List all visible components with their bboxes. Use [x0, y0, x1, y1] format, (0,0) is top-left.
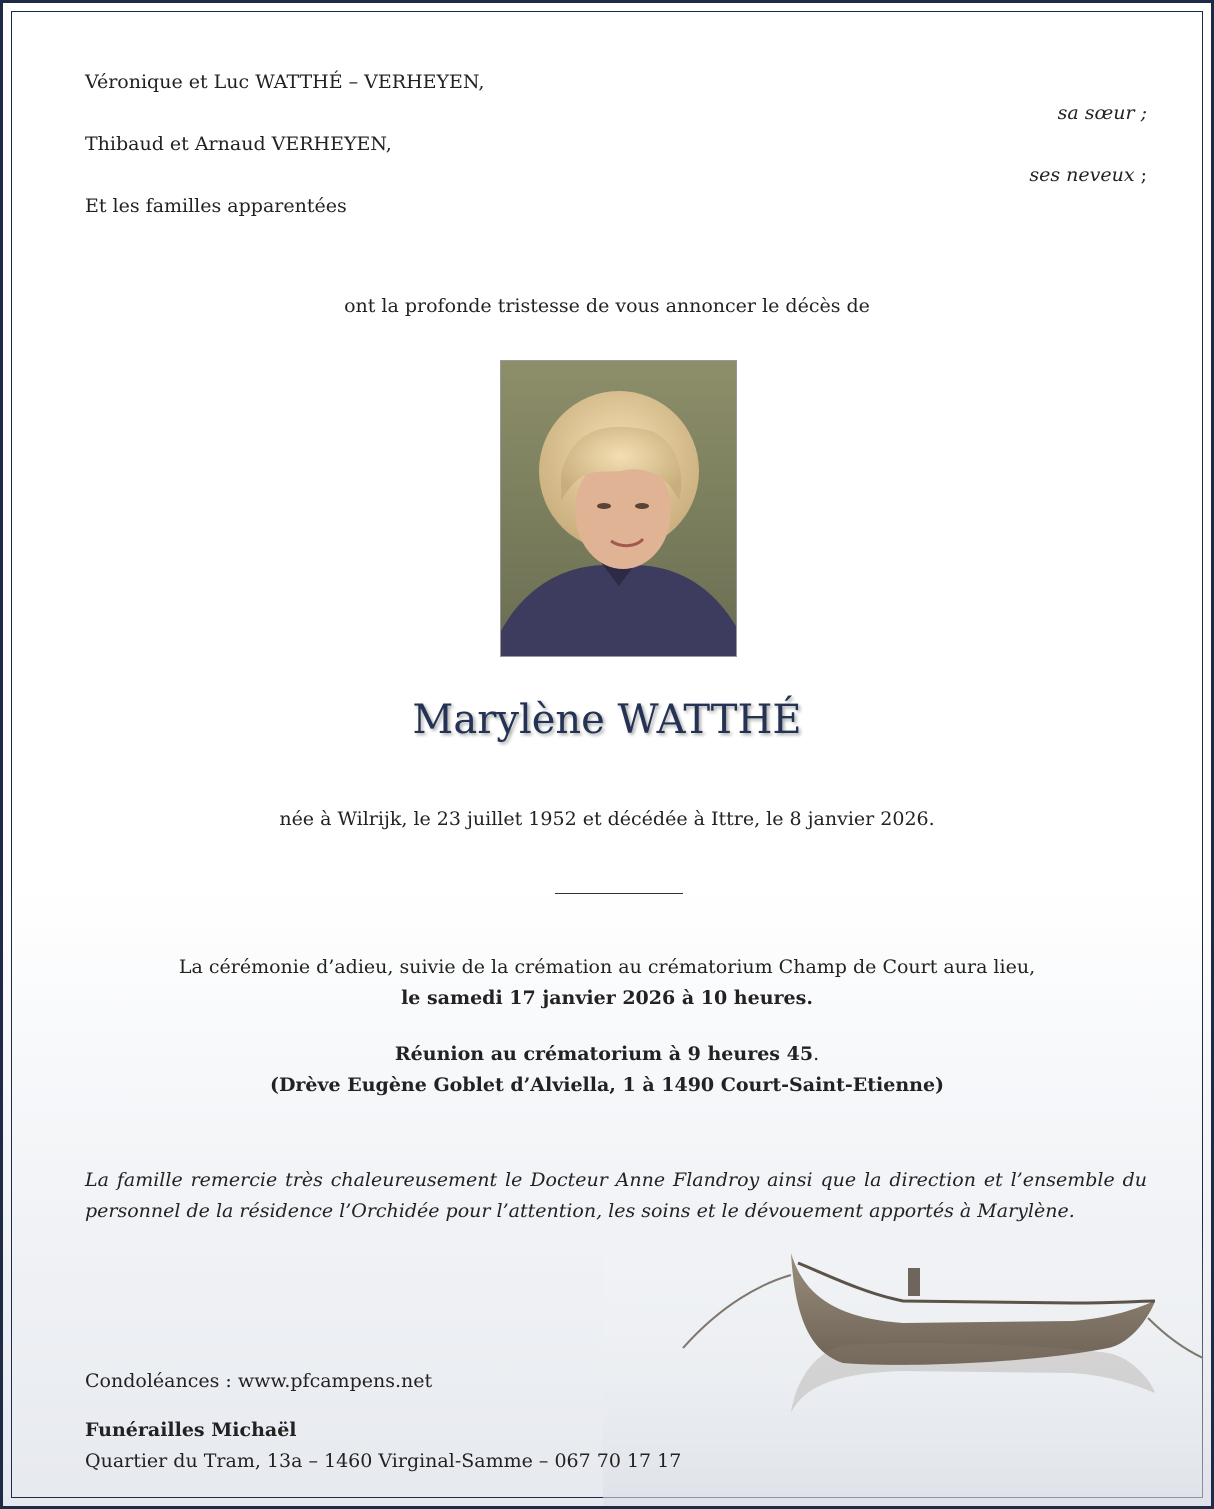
- meeting-text: Réunion au crématorium à 9 heures 45: [394, 1043, 814, 1065]
- portrait-photo: [500, 360, 737, 657]
- crematorium-address: (Drève Eugène Goblet d’Alviella, 1 à 1490 Court-Saint-Etienne): [269, 1074, 945, 1096]
- family-role-2: [1029, 163, 1147, 187]
- ceremony-intro: La cérémonie d’adieu, suivie de la crémation au crématorium Champ de Court aura lieu,: [178, 956, 1036, 978]
- boat-illustration: [603, 1223, 1214, 1509]
- birth-death-dates: née à Wilrijk, le 23 juillet 1952 et décédée à Ittre, le 8 janvier 2026.: [279, 808, 935, 830]
- ceremony-date: le samedi 17 janvier 2026 à 10 heures.: [401, 987, 813, 1009]
- portrait-illustration: [501, 361, 736, 656]
- family-role-1: sa sœur ;: [1057, 102, 1147, 124]
- condolences-text: Condoléances : www.pfcampens.net: [85, 1370, 433, 1392]
- family-line-3: Et les familles apparentées: [85, 195, 347, 217]
- family-line-2: Thibaud et Arnaud VERHEYEN,: [85, 133, 392, 155]
- meeting-suffix: .: [813, 1043, 820, 1065]
- thanks-paragraph: La famille remercie très chaleureusement le Docteur Anne Flandroy ainsi que la direction et l’ensemble du personnel de la résidence l’Orchidée pour l’attention, les soins et le dévouement apportés à Marylène.: [85, 1169, 1147, 1222]
- funeral-home-address: Quartier du Tram, 13a – 1460 Virginal-Samme – 067 70 17 17: [85, 1450, 682, 1472]
- deceased-name: Marylène WATTHÉ: [412, 697, 802, 743]
- announcement-text: ont la profonde tristesse de vous annoncer le décès de: [344, 295, 870, 317]
- funeral-home-name: Funérailles Michaël: [85, 1419, 297, 1441]
- family-line-1: Véronique et Luc WATTHÉ – VERHEYEN,: [85, 71, 485, 93]
- meeting-line: [3, 1042, 1211, 1066]
- separator-line: [555, 893, 683, 894]
- family-role-2-suffix: ;: [1134, 164, 1147, 186]
- family-role-2-label: ses neveux: [1029, 164, 1135, 186]
